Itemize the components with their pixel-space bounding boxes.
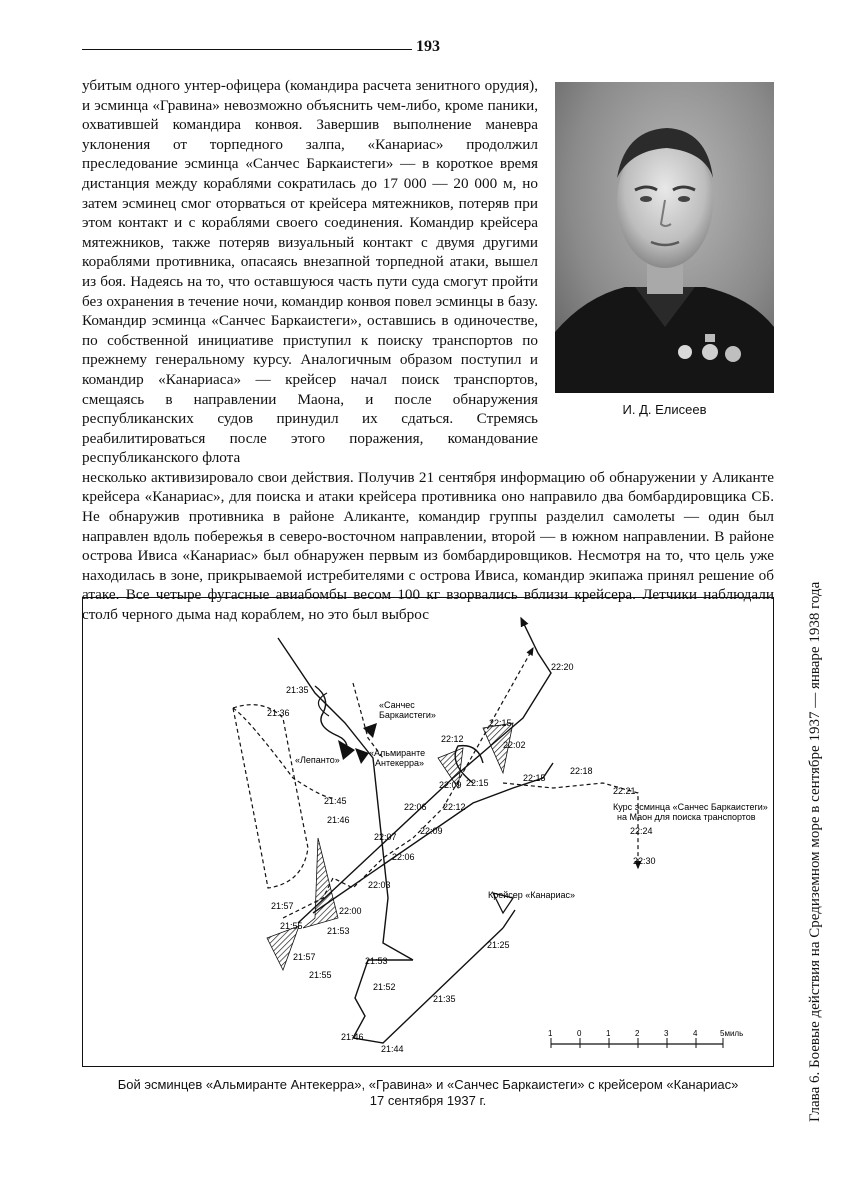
time-2153a: 21:53	[327, 926, 350, 936]
time-2135: 21:35	[286, 685, 309, 695]
header-rule	[82, 49, 412, 50]
time-2146: 21:46	[327, 815, 350, 825]
photo-caption: И. Д. Елисеев	[622, 402, 707, 417]
time-2218: 22:18	[570, 766, 593, 776]
time-2215a: 22:15	[489, 718, 512, 728]
time-2224: 22:24	[630, 826, 653, 836]
time-2230: 22:30	[633, 856, 656, 866]
paragraph-top: убитым одного унтер-офицера (командира расчета зенитного орудия), и эсминца «Гравина» невозможно объяснить чем-либо, кроме паники, охватившей командира конвоя. Завершив выполнение маневра уклонения от торпедного залпа, «Канариас» продолжил преследование эсминца «Санчес Баркаистеги» — в короткое время дистанция между кораблями сократилась до 17 000 — 20 000 м, но затем эсминец смог оторваться от крейсера мятежников, потеряв при этом контакт и с кораблями своего соединения. Командир крейсера мятежников, также потеряв визуальный контакт с двумя другими кораблями противника, опасаясь внезапной торпедной атаки, вышел из боя. Надеясь на то, что оставшуюся часть пути суда смогут пройти без охранения в течение ночи, командир конвоя повел эсминцы в базу. Командир эсминца «Санчес Баркаистеги», оставшись в одиночестве, по собственной инициативе приступил к поиску транспортов по прежнему генеральному курсу. Аналогичным образом поступил и командир «Канариаса» — крейсер начал поиск транспортов, смещаясь в направлении Маона, и после обнаружения республиканских судов принудил их сдаться. Стремясь реабилитироваться после этого поражения, командование республиканского флота	[82, 77, 538, 467]
time-2215c: 22:15	[523, 773, 546, 783]
time-2136: 21:36	[267, 708, 290, 718]
label-sanchez-2: Баркаистеги»	[379, 710, 436, 720]
scale-tick-2: 1	[606, 1029, 611, 1038]
scale-tick-0: 1	[548, 1029, 553, 1038]
time-2220: 22:20	[551, 662, 574, 672]
paragraph-bottom: несколько активизировало свои действия. Получив 21 сентября информацию об обнаружении у Аликанте крейсера «Канариас», для поиска и атаки крейсера противника оно направило два бомбардировщика СБ. Не обнаружив противника в районе Аликанте, командир группы разделил самолеты — один был направлен вдоль побережья в северо-восточном направлении, второй — в южном направлении. В районе острова Ивиса «Канариас» был обнаружен первым из бомбардировщиков. Несмотря на то, что цель уже находилась в зоне, прикрываемой истребителями с острова Ивиса, командир экипажа принял решение об атаке. Все четыре фугасные авиабомбы весом 100 кг взорвались вблизи крейсера. Летчики наблюдали столб черного дыма над кораблем, но это был выброс	[82, 468, 774, 624]
time-2209b: 22:09	[420, 826, 443, 836]
time-2200: 22:00	[339, 906, 362, 916]
page-number: 193	[416, 38, 440, 55]
map-caption-line1: Бой эсминцев «Альмиранте Антекерра», «Гравина» и «Санчес Баркаистеги» с крейсером «Канариас»	[117, 1077, 739, 1092]
side-note: Глава 6. Боевые действия на Средиземном море в сентябре 1937 — январе 1938 года	[807, 581, 823, 1122]
time-2157a: 21:57	[271, 901, 294, 911]
time-2212b: 22:12	[443, 802, 466, 812]
map-caption	[82, 1077, 774, 1109]
time-2202: 22:02	[503, 740, 526, 750]
time-2206a: 22:06	[404, 802, 427, 812]
scale-tick-5: 4	[693, 1029, 698, 1038]
time-2125: 21:25	[487, 940, 510, 950]
time-2157b: 21:57	[293, 952, 316, 962]
label-lepanto: «Лепанто»	[295, 755, 340, 765]
battle-map-diagram	[83, 598, 775, 1068]
scale-tick-3: 2	[635, 1029, 640, 1038]
scale-tick-4: 3	[664, 1029, 669, 1038]
label-course-2: на Маон для поиска транспортов	[617, 812, 756, 822]
label-almirante-1: «Альмиранте	[369, 748, 426, 758]
scale-bar	[548, 1029, 743, 1048]
time-2155b: 21:55	[309, 970, 332, 980]
time-2206b: 22:06	[392, 852, 415, 862]
map-caption-line2: 17 сентября 1937 г.	[369, 1093, 487, 1108]
time-2152: 21:52	[373, 982, 396, 992]
time-2207: 22:07	[374, 832, 397, 842]
time-2203: 22:03	[368, 880, 391, 890]
scale-tick-1: 0	[577, 1029, 582, 1038]
time-2153b: 21:53	[365, 956, 388, 966]
time-2145: 21:45	[324, 796, 347, 806]
time-2215b: 22:15	[466, 778, 489, 788]
label-almirante-2: Антекерра»	[375, 758, 425, 768]
portrait-illustration	[555, 82, 774, 393]
label-course-1: Курс эсминца «Санчес Баркаистеги»	[613, 802, 768, 812]
time-2144: 21:44	[381, 1044, 404, 1054]
battle-map	[82, 597, 774, 1067]
time-2146b: 21:46	[341, 1032, 364, 1042]
scale-unit: 5миль	[720, 1029, 744, 1038]
portrait-photo	[555, 82, 774, 393]
time-2212a: 22:12	[441, 734, 464, 744]
time-2221: 22:21	[613, 786, 636, 796]
label-sanchez-1: «Санчес	[379, 700, 415, 710]
label-canarias: Крейсер «Канариас»	[488, 890, 576, 900]
time-2135b: 21:35	[433, 994, 456, 1004]
side-running-head	[782, 552, 852, 1122]
time-2155a: 21:55	[280, 921, 303, 931]
time-2209a: 22:09	[439, 780, 462, 790]
